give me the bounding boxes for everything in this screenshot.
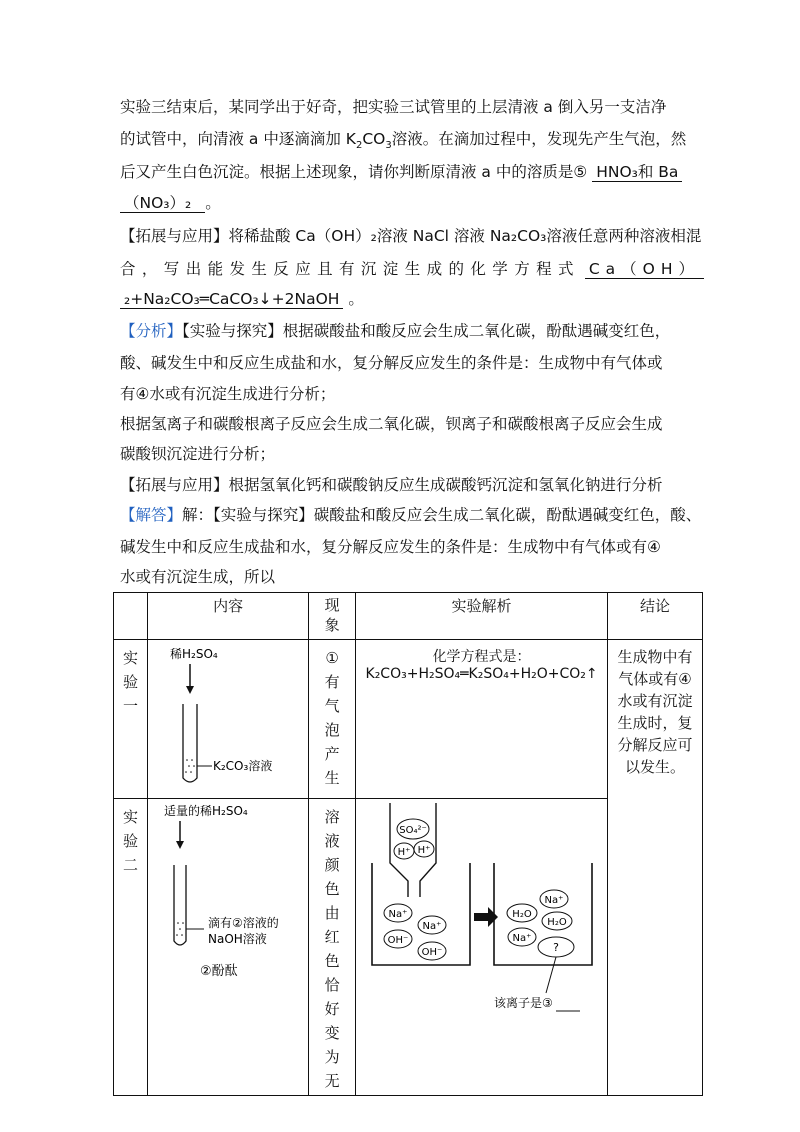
answer-blank-eq-b: ₂+Na₂CO₃═CaCO₃↓+2NaOH [120, 290, 343, 309]
analysis-line6: 【拓展与应用】根据氢氧化钙和碳酸钠反应生成碳酸钙沉淀和氢氧化钠进行分析 [120, 476, 663, 494]
analysis-line5: 碳酸钡沉淀进行分析； [120, 445, 276, 463]
experiment-table [113, 592, 703, 1096]
ion-unknown: ? [553, 941, 560, 954]
para1-line1: 实验三结束后，某同学出于好奇，把实验三试管里的上层清液 a 倒入另一支洁净 [120, 98, 667, 116]
reagent-naoh-label: NaOH溶液 [208, 932, 267, 946]
reagent-indicator-label: 滴有②溶液的 [208, 916, 279, 930]
para2-line2: 合，写出能发生反应且有沉淀生成的化学方程式 Ca（OH） [120, 259, 704, 279]
reagent-k2co3-label: K₂CO₃溶液 [213, 759, 273, 773]
analysis-tag: 【分析】 [120, 322, 183, 340]
ion-na-left-2: Na⁺ [422, 921, 442, 932]
row2-content-cell [148, 799, 309, 1096]
ion-h2o-2: H₂O [547, 917, 567, 928]
row1-analysis-cell [356, 640, 608, 799]
ion-na-right-1: Na⁺ [544, 895, 564, 906]
answer-line3: 水或有沉淀生成，所以 [120, 568, 276, 586]
row1-content-cell [148, 640, 309, 799]
row2-label: 实验二 [123, 808, 139, 874]
test-tube-diagram-1 [150, 642, 306, 792]
indicator-answer: ②酚酞 [200, 964, 238, 979]
row1-label: 实验一 [123, 649, 139, 715]
equation-1: K₂CO₃+H₂SO₄═K₂SO₄+H₂O+CO₂↑ [365, 666, 598, 682]
row1-label-cell [114, 640, 148, 799]
analysis-line1: 【分析】【实验与探究】根据碳酸盐和酸反应会生成二氧化碳，酚酞遇碱变红色， [120, 322, 671, 340]
reagent-h2so4-label: 稀H₂SO₄ [170, 647, 218, 661]
para1-line4: （NO₃）₂ 。 [120, 193, 221, 213]
analysis-line4: 根据氢离子和碳酸根离子反应会生成二氧化碳，钡离子和碳酸根离子反应会生成 [120, 415, 663, 433]
para2-line3: ₂+Na₂CO₃═CaCO₃↓+2NaOH 。 [120, 289, 364, 309]
equation-title: 化学方程式是： [432, 649, 531, 665]
answer-tag: 【解答】 [120, 506, 183, 524]
conclusion-text: 生成物中有气体或有④水或有沉淀生成时，复分解反应可以发生。 [617, 648, 693, 776]
header-phenomenon: 现象 [309, 593, 356, 640]
row1-phenomenon: ①有气泡产生 [324, 649, 340, 787]
row2-analysis-cell [356, 799, 608, 1096]
analysis-line2: 酸、碱发生中和反应生成盐和水，复分解反应发生的条件是：生成物中有气体或 [120, 354, 663, 372]
row2-phenomenon-cell [309, 799, 356, 1096]
answer-line2: 碱发生中和反应生成盐和水，复分解反应发生的条件是：生成物中有气体或有④ [120, 538, 661, 556]
ion-na-right-2: Na⁺ [512, 933, 532, 944]
header-analysis: 实验解析 [356, 593, 608, 640]
header-content: 内容 [148, 593, 309, 640]
reagent-h2so4-amount-label: 适量的稀H₂SO₄ [164, 804, 248, 818]
para1-line3: 后又产生白色沉淀。根据上述现象，请你判断原清液 a 中的溶质是⑤ HNO₃和 Ba [120, 162, 682, 182]
ion-so4: SO₄²⁻ [399, 825, 427, 836]
answer-line1: 【解答】解：【实验与探究】碳酸盐和酸反应会生成二氧化碳，酚酞遇碱变红色，酸、 [120, 506, 702, 524]
ion-oh-left-1: OH⁻ [387, 935, 409, 946]
ion-reaction-diagram [358, 801, 604, 1023]
table-header-row [114, 593, 703, 640]
row1-phenomenon-cell [309, 640, 356, 799]
row2-phenomenon: 溶液颜色由红色恰好变为无 [324, 808, 340, 1090]
table-row [114, 640, 703, 799]
analysis-line3: 有④水或有沉淀生成进行分析； [120, 385, 336, 403]
answer-blank-eq-a: Ca（OH） [585, 260, 704, 279]
para1-line2: 的试管中，向清液 a 中逐滴滴加 $K_2CO_3$溶液。在滴加过程中，发现先产生气泡，然 [120, 130, 687, 152]
answer-blank-5b: （NO₃）₂ [120, 194, 205, 213]
ion-h-2: H⁺ [417, 845, 431, 856]
conclusion-cell [607, 640, 702, 1096]
answer-blank-5a: HNO₃和 Ba [592, 163, 682, 182]
row2-label-cell [114, 799, 148, 1096]
para2-line1: 【拓展与应用】将稀盐酸 Ca（OH）₂溶液 NaCl 溶液 Na₂CO₃溶液任意两种溶液相混 [120, 227, 702, 245]
ion-question-label: 该离子是③ [494, 996, 553, 1010]
ion-na-left-1: Na⁺ [388, 909, 408, 920]
test-tube-diagram-2 [150, 801, 306, 1021]
header-conclusion: 结论 [607, 593, 702, 640]
ion-oh-left-2: OH⁻ [421, 947, 443, 958]
ion-h2o-1: H₂O [512, 909, 532, 920]
ion-h-1: H⁺ [397, 847, 411, 858]
